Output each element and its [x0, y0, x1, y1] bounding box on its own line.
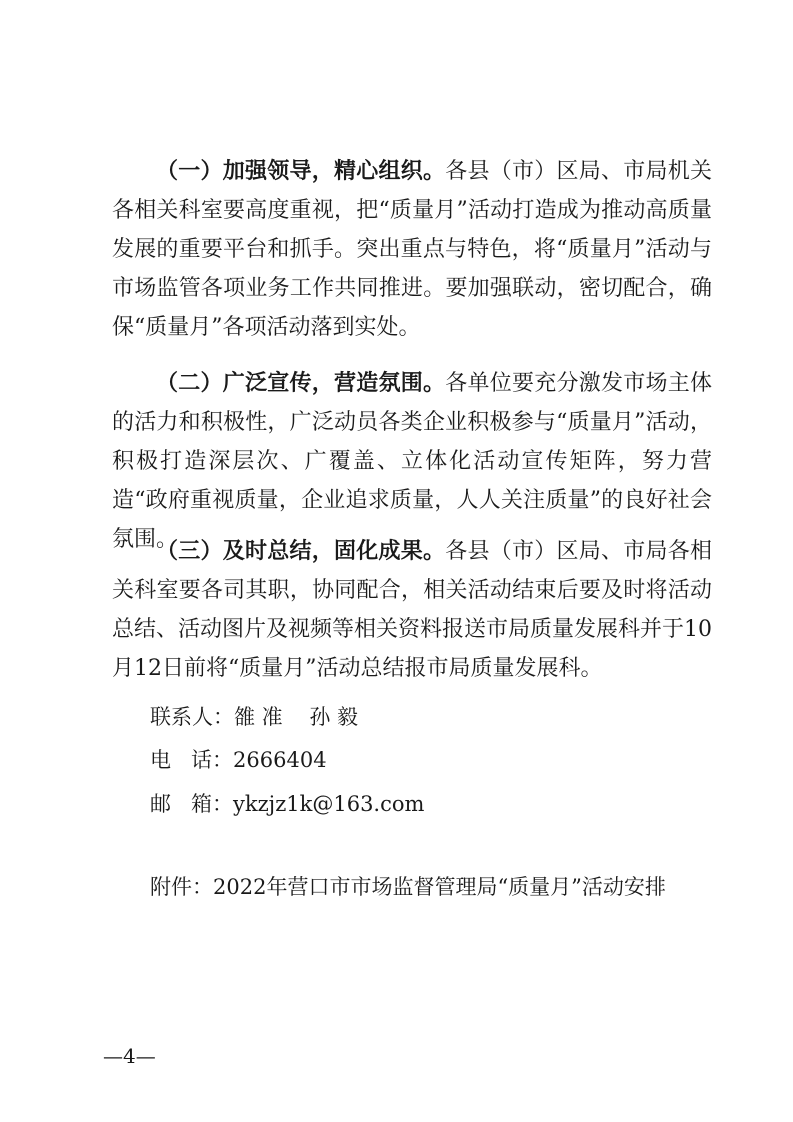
section-3 [112, 532, 712, 688]
page-number: —4— [103, 1044, 156, 1068]
contact-email-label: 邮 箱： [150, 792, 234, 816]
contact-phone [150, 745, 327, 775]
section-2-heading: （二）广泛宣传，营造氛围。 [156, 370, 446, 396]
contact-email-value: ykzjz1k@163.com [233, 792, 425, 816]
section-2-body: 各单位要充分激发市场主体的活力和积极性，广泛动员各类企业积极参与“质量月”活动，积极打造深层次、广覆盖、立体化活动宣传矩阵，努力营造“政府重视质量，企业追求质量，人人关注质量”的良好社会氛围。 [112, 371, 712, 552]
attachment-line: 附件：2022年营口市市场监督管理局“质量月”活动安排 [150, 875, 666, 899]
section-1 [112, 152, 712, 347]
contact-people [150, 702, 358, 732]
contact-people-label: 联系人： [150, 705, 234, 729]
contact-email [150, 789, 424, 819]
section-1-body: 各县（市）区局、市局机关各相关科室要高度重视，把“质量月”活动打造成为推动高质量发展的重要平台和抓手。突出重点与特色，将“质量月”活动与市场监管各项业务工作共同推进。要加强联动，密切配合，确保“质量月”各项活动落到实处。 [112, 159, 712, 340]
contact-people-value: 雒 准 孙 毅 [234, 705, 359, 729]
section-3-body: 各县（市）区局、市局各相关科室要各司其职，协同配合，相关活动结束后要及时将活动总结、活动图片及视频等相关资料报送市局质量发展科并于10月12日前将“质量月”活动总结报市局质量发展科。 [112, 539, 712, 681]
contact-phone-value: 2666404 [233, 748, 327, 772]
contact-phone-label: 电 话： [150, 748, 234, 772]
section-2 [112, 364, 712, 559]
section-1-heading: （一）加强领导，精心组织。 [156, 158, 446, 184]
section-3-heading: （三）及时总结，固化成果。 [156, 538, 446, 564]
